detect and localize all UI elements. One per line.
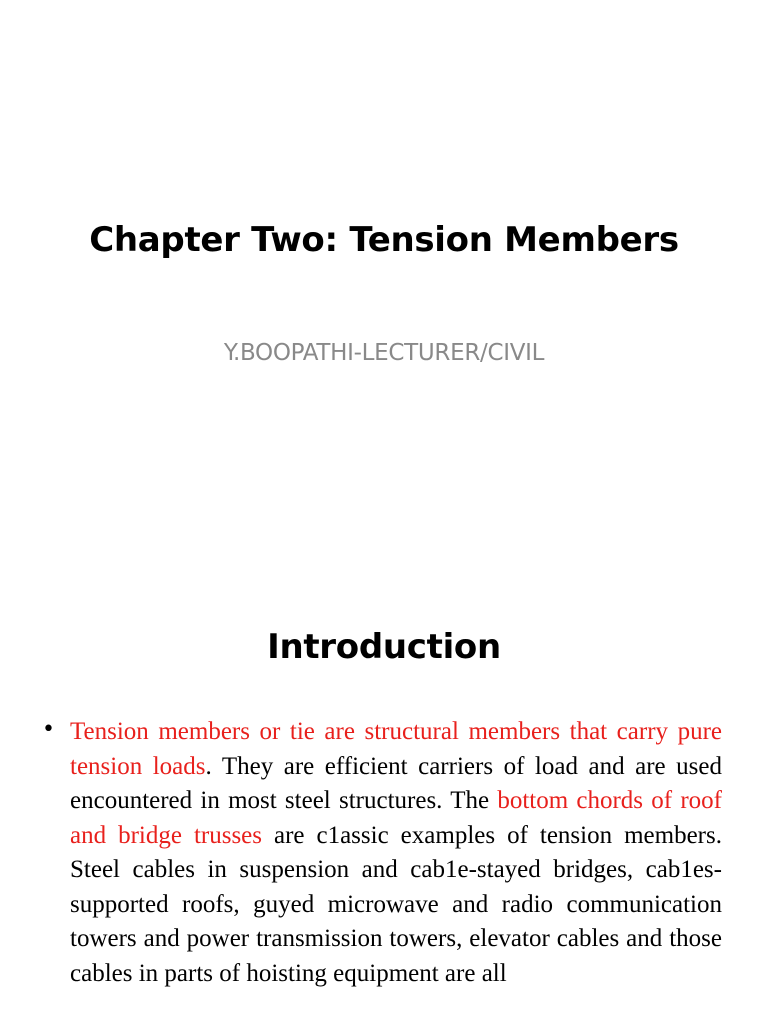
highlighted-text: bottom chords of roof and bridge trusses [70,787,722,849]
bullet-list [42,715,722,991]
body-text: are c1assic examples of tension members. Steel cables in suspension and cab1e-stayed bridges, cab1es-supported roofs, guyed microwave and radio communication towers and power transmission towers, elevator cables and those cables in parts of hoisting equipment are all [70,821,722,987]
bullet-item [42,715,722,991]
bullet-icon: • [42,717,55,742]
slide-subtitle: Y.BOOPATHI-LECTURER/CIVIL [223,340,545,366]
introduction-slide [0,512,768,1024]
slide-title: Chapter Two: Tension Members [89,220,679,260]
highlighted-text: Tension members or tie are structural members that carry pure tension loads [70,718,722,780]
body-text: . They are efficient carriers of load and are used encountered in most steel structures. The [70,752,722,814]
section-heading: Introduction [267,627,501,667]
